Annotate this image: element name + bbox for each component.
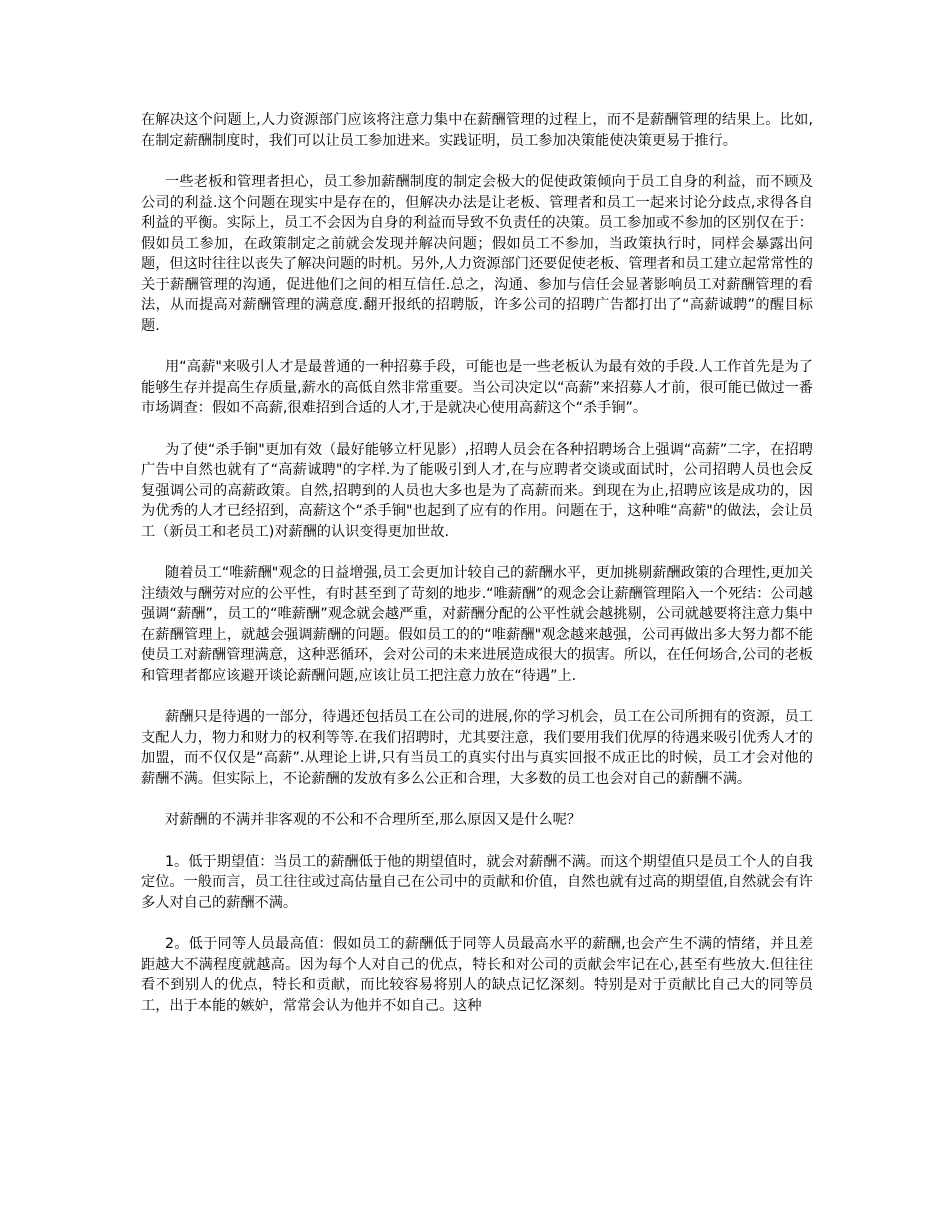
paragraph-killer-weapon: 为了使“杀手锏"更加有效（最好能够立杆见影）,招聘人员会在各种招聘场合上强调“高薪”二字，在招聘广告中自然也就有了“高薪诚聘"的字样.为了能吸引到人才,在与应聘者交谈或面试时，公司招聘人员也会反复强调公司的高薪政策。自然,招聘到的人员也大多也是为了高薪而来。到现在为止,招聘应该是成功的，因为优秀的人才已经招到，高薪这个“杀手锏"也起到了应有的作用。问题在于，这种唯“高薪"的做法，会让员工（新员工和老员工)对薪酬的认识变得更加世故. [141,441,813,540]
paragraph-salary-part-of-treatment: 薪酬只是待遇的一部分，待遇还包括员工在公司的进展,你的学习机会，员工在公司所拥有的资源，员工支配人力，物力和财力的权利等等.在我们招聘时，尤其要注意，我们要用我们优厚的待遇来吸引优秀人才的加盟，而不仅仅是“高薪”.从理论上讲,只有当员工的真实付出与真实回报不成正比的时候，员工才会对他的薪酬不满。但实际上，不论薪酬的发放有多么公正和合理，大多数的员工也会对自己的薪酬不满。 [141,709,813,787]
paragraph-reason-1: 1。低于期望值：当员工的薪酬低于他的期望值时，就会对薪酬不满。而这个期望值只是员工个人的自我定位。一般而言，员工往往或过高估量自己在公司中的贡献和价值，自然也就有过高的期望值,自然就会有许多人对自己的薪酬不满。 [141,853,813,911]
paragraph-intro: 在解决这个问题上,人力资源部门应该将注意力集中在薪酬管理的过程上，而不是薪酬管理的结果上。比如,在制定薪酬制度时，我们可以让员工参加进来。实践证明，员工参加决策能使决策更易于推行。 [141,112,813,149]
paragraph-salary-only-mindset: 随着员工“唯薪酬"观念的日益增强,员工会更加计较自己的薪酬水平，更加挑剔薪酬政策的合理性,更加关注绩效与酬劳对应的公平性，有时甚至到了苛刻的地步.“唯薪酬”的观念会让薪酬管理陷入一个死结：公司越强调“薪酬”，员工的“唯薪酬”观念就会越严重，对薪酬分配的公平性就会越挑剔，公司就越要将注意力集中在薪酬管理上，就越会强调薪酬的问题。假如员工的的“唯薪酬"观念越来越强，公司再做出多大努力都不能使员工对薪酬管理满意，这种恶循环，会对公司的未来进展造成很大的损害。所以，在任何场合,公司的老板和管理者都应该避开谈论薪酬问题,应该让员工把注意力放在“待遇”上. [141,565,813,684]
document-body [141,110,813,1037]
paragraph-reason-2: 2。低于同等人员最高值：假如员工的薪酬低于同等人员最高水平的薪酬,也会产生不满的情绪，并且差距越大不满程度就越高。因为每个人对自己的优点，特长和对公司的贡献会牢记在心,甚至有些放大.但往往看不到别人的优点，特长和贡献，而比较容易将别人的缺点记忆深刻。特别是对于贡献比自己大的同等员工，出于本能的嫉妒，常常会认为他并不如自己。这种 [141,936,813,1014]
paragraph-high-salary-recruiting: 用“高薪"来吸引人才是最普通的一种招募手段，可能也是一些老板认为最有效的手段.人工作首先是为了能够生存并提高生存质量,薪水的高低自然非常重要。当公司决定以“高薪”来招募人才前，很可能已做过一番市场调查：假如不高薪,很难招到合适的人才,于是就决心使用高薪这个“杀手锏”。 [141,359,813,416]
paragraph-employee-participation: 一些老板和管理者担心，员工参加薪酬制度的制定会极大的促使政策倾向于员工自身的利益，而不顾及公司的利益.这个问题在现实中是存在的，但解决办法是让老板、管理者和员工一起来讨论分歧点,求得各自利益的平衡。实际上，员工不会因为自身的利益而导致不负责任的决策。员工参加或不参加的区别仅在于：假如员工参加，在政策制定之前就会发现并解决问题；假如员工不参加，当政策执行时，同样会暴露出问题，但这时往往以丧失了解决问题的时机。另外,人力资源部门还要促使老板、管理者和员工建立起常常性的关于薪酬管理的沟通，促进他们之间的相互信任.总之，沟通、参加与信任会显著影响员工对薪酬管理的看法，从而提高对薪酬管理的满意度.翻开报纸的招聘版，许多公司的招聘广告都打出了“高薪诚聘”的醒目标题. [141,174,813,334]
paragraph-question: 对薪酬的不满并非客观的不公和不合理所至,那么原因又是什么呢？ [165,812,581,828]
